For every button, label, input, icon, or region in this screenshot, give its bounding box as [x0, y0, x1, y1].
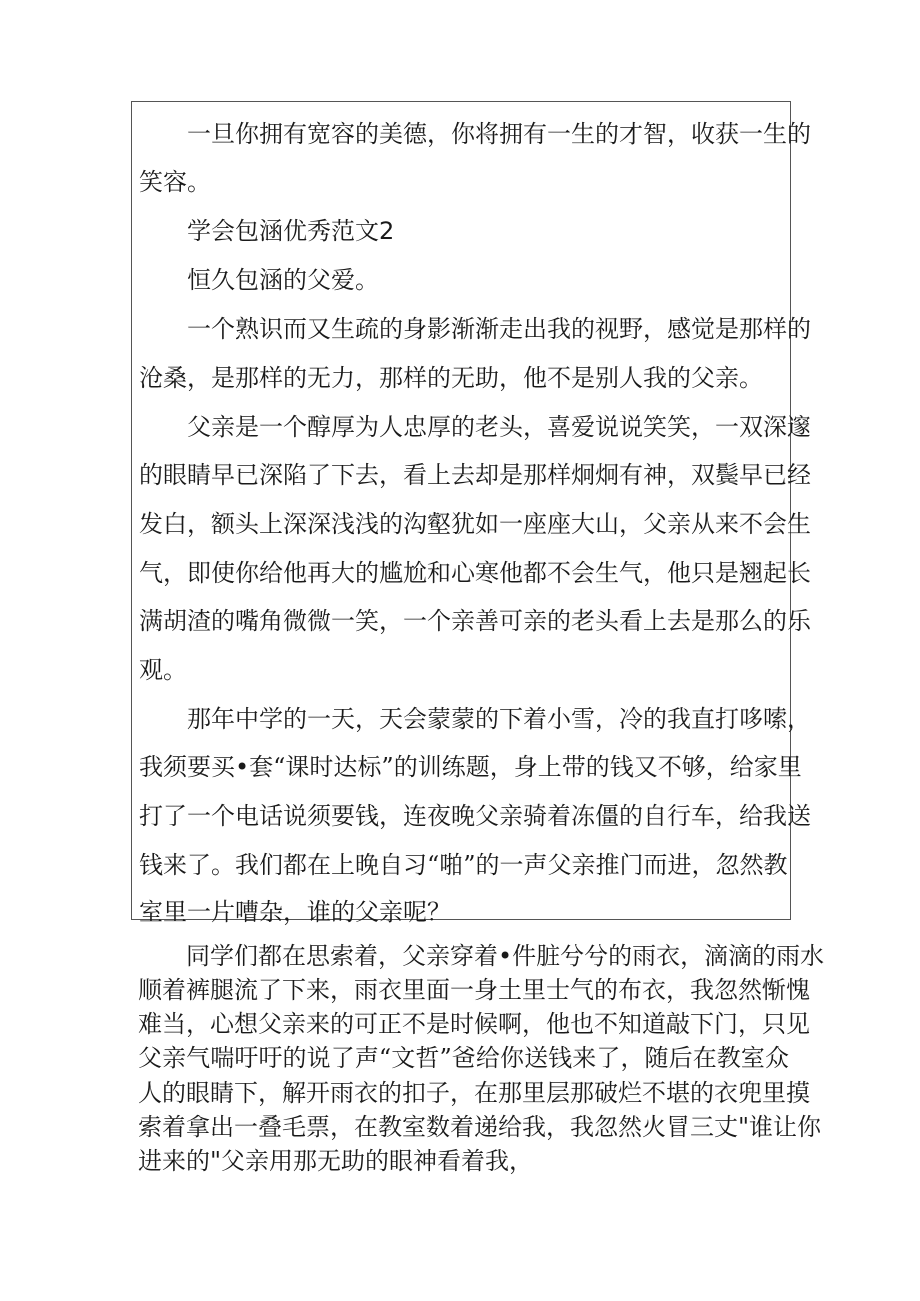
text-line: 满胡渣的嘴角微微一笑，一个亲善可亲的老头看上去是那么的乐 — [139, 607, 811, 635]
text-line: 父亲是一个醇厚为人忠厚的老头，喜爱说说笑笑，一双深邃 — [187, 413, 811, 441]
text-line: 观。 — [139, 656, 187, 684]
text-line: 人的眼睛下，解开雨衣的扣子，在那里层那破烂不堪的衣兜里摸 — [138, 1079, 810, 1107]
text-line: 难当，心想父亲来的可正不是时候啊，他也不知道敲下门，只见 — [138, 1010, 810, 1038]
text-line: 进来的"父亲用那无助的眼神看着我， — [138, 1147, 534, 1175]
text-line: 沧桑，是那样的无力，那样的无助，他不是别人我的父亲。 — [139, 364, 763, 392]
text-line: 发白，额头上深深浅浅的沟壑犹如一座座大山，父亲从来不会生 — [139, 510, 811, 538]
text-line: 顺着裤腿流了下来，雨衣里面一身土里士气的布衣，我忽然惭愧 — [138, 976, 810, 1004]
text-line: 恒久包涵的父爱。 — [187, 266, 379, 294]
text-line: 打了一个电话说须要钱，连夜晚父亲骑着冻僵的自行车，给我送 — [139, 802, 811, 830]
text-line: 钱来了。我们都在上晚自习“啪”的一声父亲推门而进，忽然教 — [139, 851, 788, 879]
section-heading: 学会包涵优秀范文2 — [187, 217, 395, 245]
boxed-text-section — [131, 101, 811, 926]
text-line: 索着拿出一叠毛票，在教室数着递给我，我忽然火冒三丈"谁让你 — [138, 1113, 822, 1141]
text-line: 一旦你拥有宽容的美德，你将拥有一生的才智，收获一生的 — [187, 120, 811, 148]
text-line: 笑容。 — [139, 168, 211, 196]
text-line: 的眼睛早已深陷了下去，看上去却是那样炯炯有神，双鬓早已经 — [139, 461, 811, 489]
text-line: 一个熟识而又生疏的身影渐渐走出我的视野，感觉是那样的 — [187, 315, 811, 343]
text-line: 同学们都在思索着，父亲穿着•件脏兮兮的雨衣，滴滴的雨水 — [186, 942, 825, 970]
text-line: 那年中学的一天，天会蒙蒙的下着小雪，冷的我直打哆嗦， — [187, 705, 811, 733]
text-line: 父亲气喘吁吁的说了声“文哲”爸给你送钱来了，随后在教室众 — [138, 1044, 789, 1072]
text-line: 我须要买•套“课时达标”的训练题，身上带的钱又不够，给家里 — [139, 753, 802, 781]
text-line: 室里一片嘈杂，谁的父亲呢？ — [139, 898, 451, 926]
text-line: 气，即使你给他再大的尴尬和心寒他都不会生气，他只是翘起长 — [139, 559, 811, 587]
